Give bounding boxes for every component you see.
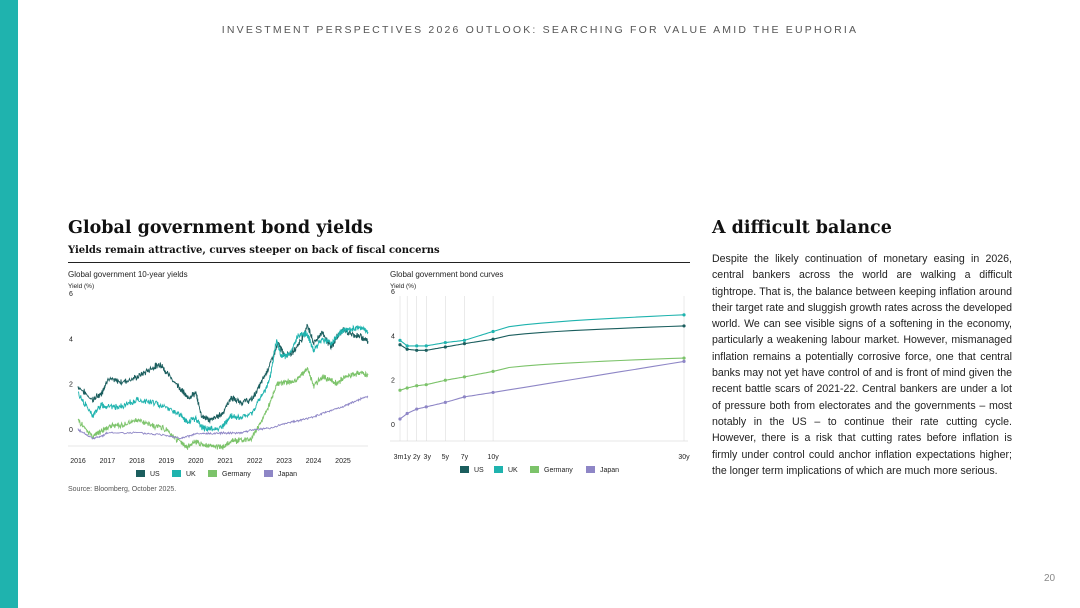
legend-swatch-uk	[172, 470, 181, 477]
chart-10y-yields-plot	[62, 266, 372, 484]
x-tick-label: 2019	[158, 458, 175, 465]
data-point-japan	[406, 412, 409, 415]
chart-title: Global government 10-year yields	[68, 270, 188, 279]
legend-swatch-germany	[530, 466, 539, 473]
x-tick-label: 3y	[423, 454, 431, 461]
y-tick-label: 2	[69, 381, 73, 389]
y-tick-label: 2	[391, 377, 395, 385]
section-divider	[68, 262, 690, 263]
x-tick-label: 2022	[246, 458, 263, 465]
section-title: Global government bond yields	[68, 218, 373, 238]
y-tick-label: 6	[69, 291, 73, 298]
data-point-germany	[682, 356, 685, 359]
legend-label-us: US	[150, 471, 160, 478]
x-tick-label: 2023	[276, 458, 292, 465]
data-point-us	[491, 338, 494, 341]
legend-swatch-uk	[494, 466, 503, 473]
legend-swatch-us	[460, 466, 469, 473]
data-point-uk	[463, 339, 466, 342]
y-tick-label: 6	[391, 289, 395, 296]
legend-swatch-germany	[208, 470, 217, 477]
legend-swatch-japan	[264, 470, 273, 477]
y-tick-label: 0	[69, 427, 73, 434]
series-line-uk	[400, 315, 684, 346]
x-tick-label: 2025	[335, 458, 351, 465]
section-subtitle: Yields remain attractive, curves steeper on back of fiscal concerns	[68, 245, 440, 256]
data-point-japan	[491, 391, 494, 394]
data-point-japan	[415, 407, 418, 410]
y-tick-label: 4	[391, 333, 395, 341]
x-tick-label: 3m	[393, 454, 404, 461]
data-point-germany	[444, 379, 447, 382]
x-tick-label: 2024	[305, 458, 322, 465]
series-line-germany	[78, 367, 368, 450]
data-point-us	[398, 343, 401, 346]
x-tick-label: 7y	[460, 454, 469, 461]
series-line-us	[400, 326, 684, 350]
accent-side-bar	[0, 0, 18, 608]
data-point-germany	[491, 370, 494, 373]
chart-bond-curves	[384, 266, 694, 484]
data-point-japan	[398, 417, 401, 420]
data-point-uk	[398, 339, 401, 342]
x-tick-label: 2017	[99, 458, 116, 465]
data-point-germany	[463, 375, 466, 378]
data-point-us	[415, 349, 418, 352]
data-point-us	[463, 342, 466, 345]
data-point-uk	[415, 344, 418, 347]
data-point-germany	[415, 384, 418, 387]
source-note: Source: Bloomberg, October 2025.	[68, 486, 177, 493]
x-tick-label: 2018	[129, 458, 145, 465]
x-tick-label: 2y	[413, 454, 421, 461]
y-axis-label: Yield (%)	[390, 283, 417, 290]
series-line-germany	[400, 358, 684, 390]
series-line-japan	[400, 361, 684, 419]
y-axis-label: Yield (%)	[68, 283, 95, 290]
legend-label-us: US	[474, 467, 484, 474]
legend-label-japan: Japan	[600, 467, 620, 474]
legend-label-uk: UK	[186, 471, 196, 478]
data-point-uk	[425, 344, 428, 347]
data-point-japan	[425, 405, 428, 408]
data-point-us	[406, 348, 409, 351]
data-point-japan	[682, 360, 685, 363]
data-point-germany	[406, 386, 409, 389]
data-point-uk	[491, 330, 494, 333]
series-line-japan	[78, 396, 368, 439]
data-point-us	[682, 324, 685, 327]
legend-swatch-japan	[586, 466, 595, 473]
report-header: INVESTMENT PERSPECTIVES 2026 OUTLOOK: SEARCHING FOR VALUE AMID THE EUPHORIA	[221, 24, 859, 36]
legend-swatch-us	[136, 470, 145, 477]
chart-bond-curves-plot	[384, 266, 694, 484]
data-point-germany	[398, 389, 401, 392]
data-point-uk	[682, 313, 685, 316]
legend-label-japan: Japan	[278, 471, 298, 478]
data-point-us	[425, 349, 428, 352]
commentary-body: Despite the likely continuation of monetary easing in 2026, central bankers across the world are walking a difficult tightrope. That is, the balance between keeping inflation around their target rate and sluggish growth rates across the developed world. We can see visible signs of a softening in the economy, particularly a weakening labour market. However, mismanaged inflation remains a potentially corrosive force, one that central banks may not yet have control of and is front of mind given the recent battle scars of 2021-22. Central bankers are under a lot of pressure both from electorates and the governments – most notably in the US – to continue their rate cutting cycle. However, there is a risk that cutting rates before inflation is firmly under control could anchor inflation expectations higher; the longer term implications of which are much more serious.	[712, 253, 1012, 477]
x-tick-label: 30y	[678, 454, 690, 461]
x-tick-label: 5y	[441, 454, 450, 461]
legend-label-germany: Germany	[222, 471, 251, 478]
data-point-japan	[463, 395, 466, 398]
x-tick-label: 2021	[217, 458, 233, 465]
y-tick-label: 4	[69, 336, 73, 344]
legend-label-uk: UK	[508, 467, 518, 474]
page-number: 20	[1044, 573, 1056, 584]
chart-title: Global government bond curves	[390, 270, 504, 279]
x-tick-label: 2016	[70, 458, 86, 465]
x-tick-label: 1y	[403, 454, 411, 461]
data-point-germany	[425, 383, 428, 386]
chart-10y-yields	[62, 266, 372, 484]
x-tick-label: 10y	[487, 454, 499, 461]
data-point-japan	[444, 401, 447, 404]
legend-label-germany: Germany	[544, 467, 573, 474]
data-point-uk	[406, 344, 409, 347]
y-tick-label: 0	[391, 422, 395, 429]
data-point-us	[444, 345, 447, 348]
x-tick-label: 2020	[187, 458, 204, 465]
commentary-title: A difficult balance	[712, 218, 892, 238]
data-point-uk	[444, 341, 447, 344]
